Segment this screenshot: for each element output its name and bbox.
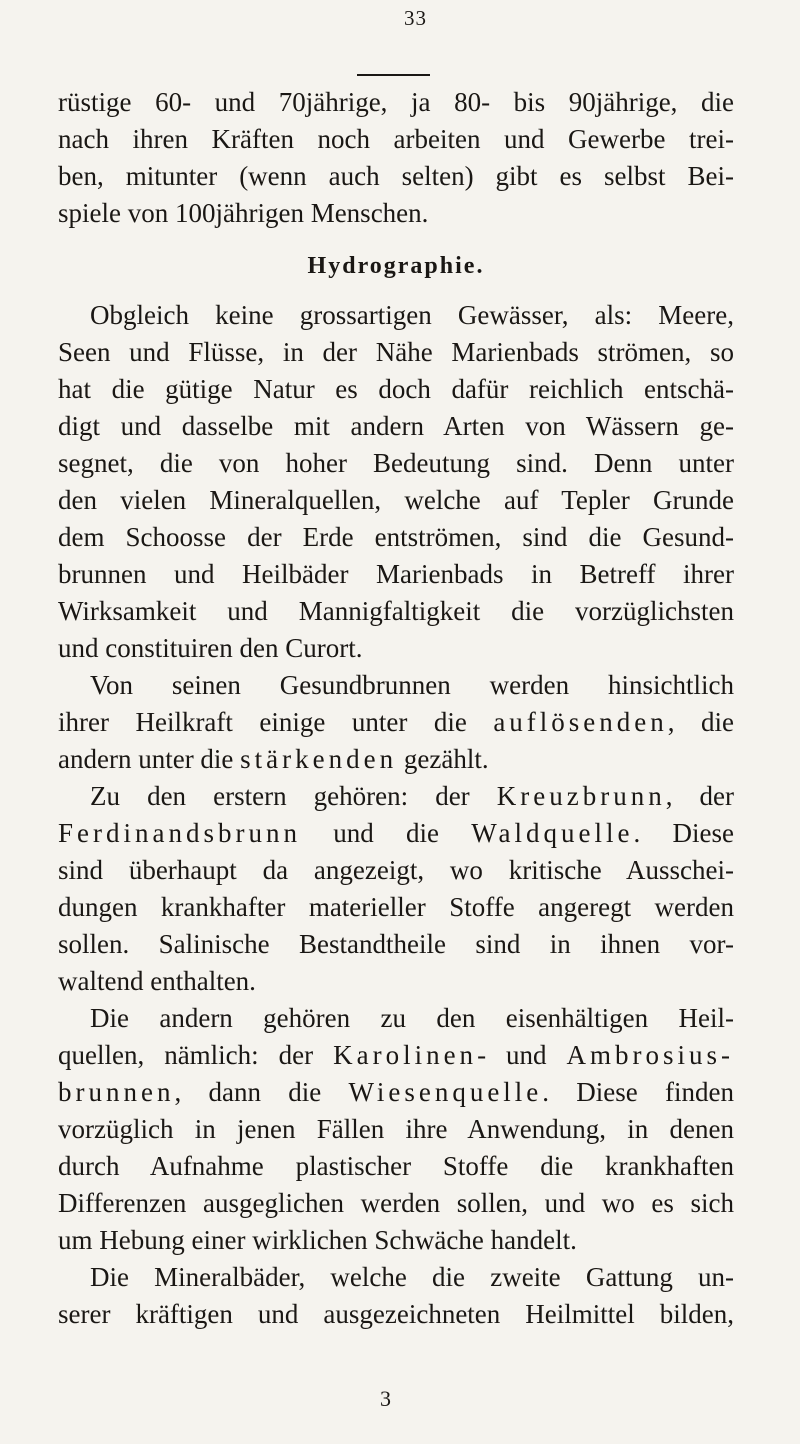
emphasis-text: Wiesenquelle bbox=[348, 1077, 543, 1107]
text-line: sind überhaupt da angezeigt, wo kritische Ausschei- bbox=[58, 855, 734, 885]
text-run: gezählt. bbox=[397, 744, 489, 774]
section-heading: Hydrographie. bbox=[307, 253, 485, 279]
text-line: Seen und Flüsse, in der Nähe Marienbads strömen, so bbox=[58, 337, 734, 367]
emphasis-text: stärkenden bbox=[240, 744, 398, 774]
text-run: - und bbox=[477, 1040, 567, 1070]
text-run: und die bbox=[300, 818, 472, 848]
emphasis-text: Ferdinandsbrunn bbox=[58, 818, 301, 848]
text-line: und constituiren den Curort. bbox=[58, 633, 363, 663]
signature-mark: 3 bbox=[380, 1386, 391, 1411]
emphasis-text: Waldquelle bbox=[471, 818, 634, 848]
text-line: waltend enthalten. bbox=[58, 966, 256, 996]
text-line bbox=[58, 815, 734, 852]
text-run: . Diese finden bbox=[542, 1077, 734, 1107]
emphasis-text: brunnen bbox=[58, 1077, 175, 1107]
text-line bbox=[58, 778, 734, 815]
text-line: sollen. Salinische Bestandtheile sind in ihnen vor- bbox=[58, 929, 734, 959]
header-rule bbox=[357, 74, 430, 76]
text-line: hat die gütige Natur es doch dafür reichlich entschä- bbox=[58, 374, 734, 404]
text-line: Wirksamkeit und Mannigfaltigkeit die vorzüglichsten bbox=[58, 596, 734, 626]
text-line: vorzüglich in jenen Fällen ihre Anwendung, in denen bbox=[58, 1114, 734, 1144]
text-run: ihrer Heilkraft einige unter die bbox=[58, 707, 494, 737]
text-run: , die bbox=[667, 707, 734, 737]
emphasis-text: Ambrosius- bbox=[566, 1040, 734, 1070]
text-run: andern unter die bbox=[58, 744, 241, 774]
text-line: digt und dasselbe mit andern Arten von Wässern ge- bbox=[58, 411, 734, 441]
emphasis-text: Kreuzbrunn bbox=[496, 781, 666, 811]
text-run: . Diese bbox=[633, 818, 734, 848]
text-line: nach ihren Kräften noch arbeiten und Gewerbe trei- bbox=[58, 124, 734, 154]
text-line: Die andern gehören zu den eisenhältigen Heil- bbox=[90, 1003, 734, 1033]
text-line: um Hebung einer wirklichen Schwäche handelt. bbox=[58, 1225, 577, 1255]
text-line: brunnen und Heilbäder Marienbads in Betreff ihrer bbox=[58, 559, 734, 589]
text-line: Von seinen Gesundbrunnen werden hinsichtlich bbox=[90, 670, 734, 700]
text-line: spiele von 100jährigen Menschen. bbox=[58, 198, 429, 228]
body-text bbox=[58, 84, 734, 1333]
text-line bbox=[58, 1037, 734, 1074]
emphasis-text: auflösenden bbox=[493, 707, 668, 737]
text-run: Zu den erstern gehören: der bbox=[90, 781, 497, 811]
text-line: ben, mitunter (wenn auch selten) gibt es selbst Bei- bbox=[58, 161, 734, 191]
text-line: Die Mineralbäder, welche die zweite Gattung un- bbox=[90, 1262, 734, 1292]
emphasis-text: Karolinen bbox=[333, 1040, 478, 1070]
text-line: Differenzen ausgeglichen werden sollen, und wo es sich bbox=[58, 1188, 734, 1218]
text-line: rüstige 60- und 70jährige, ja 80- bis 90jährige, die bbox=[58, 87, 734, 117]
page-number: 33 bbox=[404, 6, 427, 30]
text-run: quellen, nämlich: der bbox=[58, 1040, 334, 1070]
text-line: dem Schoosse der Erde entströmen, sind die Gesund- bbox=[58, 522, 734, 552]
text-line: segnet, die von hoher Bedeutung sind. Denn unter bbox=[58, 448, 734, 478]
text-run: , dann die bbox=[174, 1077, 349, 1107]
text-line: Obgleich keine grossartigen Gewässer, als: Meere, bbox=[90, 300, 734, 330]
text-run: , der bbox=[665, 781, 735, 811]
text-line bbox=[58, 741, 734, 778]
text-line: serer kräftigen und ausgezeichneten Heilmittel bilden, bbox=[58, 1299, 734, 1329]
text-line bbox=[58, 704, 734, 741]
text-line: den vielen Mineralquellen, welche auf Tepler Grunde bbox=[58, 485, 734, 515]
text-line: durch Aufnahme plastischer Stoffe die krankhaften bbox=[58, 1151, 734, 1181]
text-line bbox=[58, 1074, 734, 1111]
text-line: dungen krankhafter materieller Stoffe angeregt werden bbox=[58, 892, 734, 922]
